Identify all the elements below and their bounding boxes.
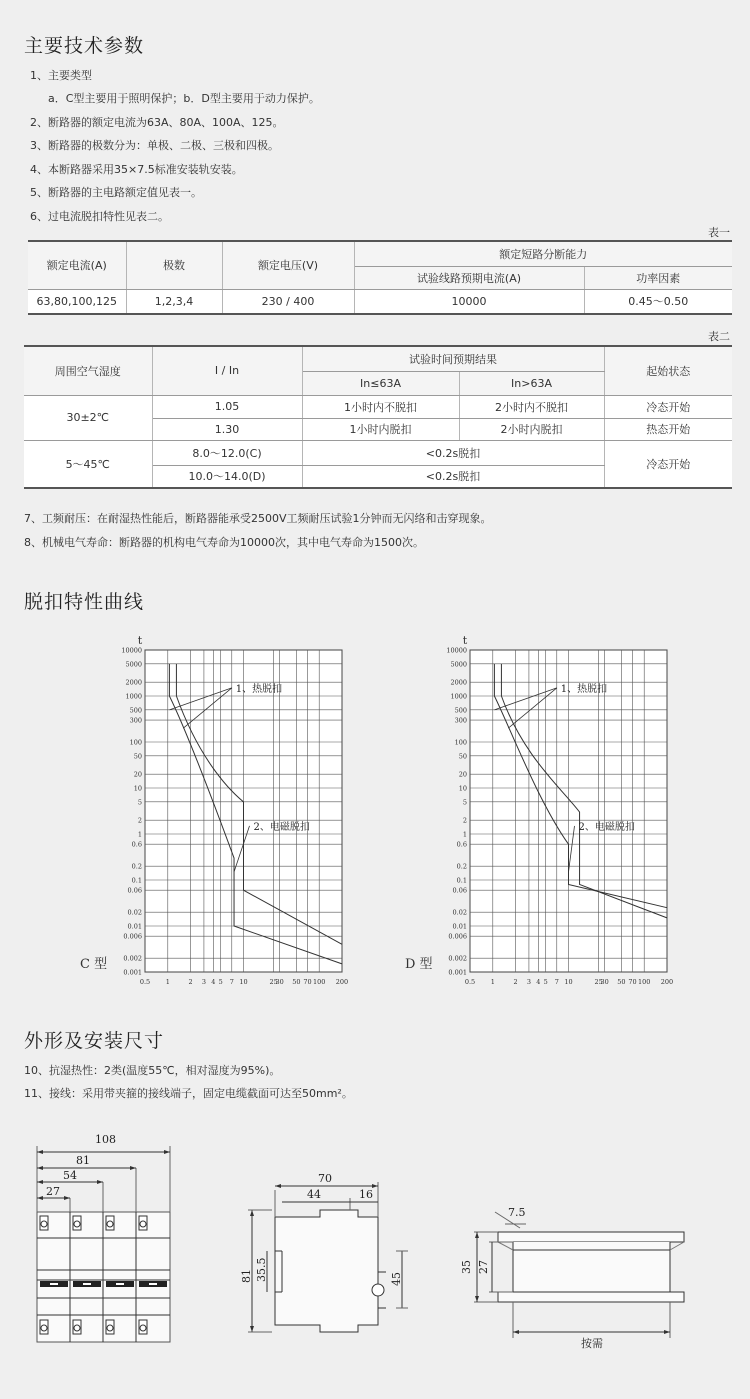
dim-front-27: 27 bbox=[46, 1185, 60, 1198]
annotation-magnetic: 2、电磁脱扣 bbox=[253, 821, 310, 833]
y-tick-label: 0.2 bbox=[131, 862, 142, 871]
x-tick-label: 50 bbox=[292, 978, 301, 986]
x-tick-label: 30 bbox=[275, 978, 284, 986]
x-tick-label: 2 bbox=[188, 978, 193, 986]
x-tick-label: 7 bbox=[229, 978, 234, 986]
t2-header-ratio: I / In bbox=[152, 346, 302, 395]
table-main-ratings bbox=[28, 240, 732, 315]
x-tick-label: 7 bbox=[554, 978, 559, 986]
dimension-drawings bbox=[0, 1120, 750, 1380]
x-tick-label: 4 bbox=[211, 978, 216, 986]
param-item-1: 1、主要类型 bbox=[30, 69, 92, 82]
section-title-trip-curve: 脱扣特性曲线 bbox=[24, 591, 145, 613]
t1-header-poles: 极数 bbox=[126, 241, 222, 289]
y-tick-label: 2 bbox=[137, 816, 142, 825]
side-view-drawing bbox=[240, 1172, 408, 1332]
y-tick-label: 0.1 bbox=[456, 876, 467, 885]
y-tick-label: 10 bbox=[458, 784, 467, 793]
t2-r2-state: 热态开始 bbox=[604, 418, 732, 440]
t2-r3-result: <0.2s脱扣 bbox=[302, 440, 604, 465]
dim-rail-27: 27 bbox=[477, 1260, 490, 1274]
param-item-4: 4、本断路器采用35×7.5标准安装轨安装。 bbox=[30, 163, 243, 176]
x-tick-label: 25 bbox=[269, 978, 278, 986]
x-tick-label: 200 bbox=[660, 978, 674, 986]
x-tick-label: 25 bbox=[594, 978, 603, 986]
y-tick-label: 5 bbox=[462, 798, 467, 807]
x-tick-label: 1 bbox=[165, 978, 170, 986]
y-tick-label: 2000 bbox=[450, 678, 467, 687]
x-tick-label: 70 bbox=[303, 978, 312, 986]
dim-side-70: 70 bbox=[318, 1172, 332, 1185]
y-tick-label: 500 bbox=[129, 706, 142, 715]
t2-r1-le: 1小时内不脱扣 bbox=[302, 395, 459, 418]
y-tick-label: 1 bbox=[462, 830, 467, 839]
annotation-magnetic: 2、电磁脱扣 bbox=[578, 821, 635, 833]
param-item-1a: a．C型主要用于照明保护；b．D型主要用于动力保护。 bbox=[48, 92, 320, 105]
t2-r34-state: 冷态开始 bbox=[604, 440, 732, 488]
t1-header-voltage: 额定电压(V) bbox=[222, 241, 354, 289]
t2-r4-ratio: 10.0～14.0(D) bbox=[152, 465, 302, 488]
chart-title: D 型 bbox=[405, 957, 433, 972]
x-tick-label: 200 bbox=[335, 978, 349, 986]
dim-rail-7-5: 7.5 bbox=[508, 1206, 526, 1219]
y-tick-label: 10000 bbox=[121, 646, 142, 655]
t1-header-expected: 试验线路预期电流(A) bbox=[354, 266, 584, 289]
x-tick-label: 3 bbox=[526, 978, 531, 986]
y-tick-label: 100 bbox=[454, 738, 467, 747]
t2-header-state: 起始状态 bbox=[604, 346, 732, 395]
y-tick-label: 100 bbox=[129, 738, 142, 747]
section-title-dimensions: 外形及安装尺寸 bbox=[24, 1030, 165, 1052]
param-item-2: 2、断路器的额定电流为63A、80A、100A、125。 bbox=[30, 116, 284, 129]
t1-cell-expected: 10000 bbox=[354, 289, 584, 314]
t1-header-pf: 功率因素 bbox=[584, 266, 732, 289]
x-tick-label: 100 bbox=[312, 978, 326, 986]
y-tick-label: 0.001 bbox=[448, 968, 467, 977]
y-tick-label: 0.006 bbox=[123, 932, 142, 941]
x-tick-label: 0.5 bbox=[464, 978, 476, 986]
y-tick-label: 50 bbox=[458, 752, 467, 761]
y-axis-label: t bbox=[137, 634, 143, 647]
y-tick-label: 1000 bbox=[125, 692, 142, 701]
dim-side-81: 81 bbox=[240, 1269, 253, 1283]
note-8: 8、机械电气寿命：断路器的机构电气寿命为10000次，其中电气寿命为1500次。 bbox=[24, 536, 424, 549]
x-tick-label: 1 bbox=[490, 978, 495, 986]
x-tick-label: 70 bbox=[628, 978, 637, 986]
y-tick-label: 1000 bbox=[450, 692, 467, 701]
dim-rail-35: 35 bbox=[460, 1260, 473, 1274]
dim-side-45: 45 bbox=[390, 1272, 403, 1286]
y-tick-label: 5000 bbox=[125, 660, 142, 669]
t2-header-temp: 周围空气湿度 bbox=[24, 346, 152, 395]
y-tick-label: 0.01 bbox=[452, 922, 467, 931]
y-tick-label: 0.02 bbox=[452, 908, 467, 917]
y-tick-label: 0.6 bbox=[456, 840, 467, 849]
y-tick-label: 0.1 bbox=[131, 876, 142, 885]
y-tick-label: 2000 bbox=[125, 678, 142, 687]
y-tick-label: 5 bbox=[137, 798, 142, 807]
y-tick-label: 50 bbox=[133, 752, 142, 761]
x-tick-label: 5 bbox=[218, 978, 223, 986]
t1-cell-poles: 1,2,3,4 bbox=[126, 289, 222, 314]
table-trip-characteristics bbox=[24, 345, 732, 489]
param-item-6: 6、过电流脱扣特性见表二。 bbox=[30, 210, 169, 223]
t1-cell-current: 63,80,100,125 bbox=[28, 289, 126, 314]
dim-side-35-5: 35.5 bbox=[255, 1257, 268, 1282]
y-tick-label: 0.02 bbox=[127, 908, 142, 917]
t2-r2-le: 1小时内脱扣 bbox=[302, 418, 459, 440]
x-tick-label: 4 bbox=[536, 978, 541, 986]
y-tick-label: 20 bbox=[133, 770, 142, 779]
t2-r1-state: 冷态开始 bbox=[604, 395, 732, 418]
t2-header-result: 试验时间预期结果 bbox=[302, 346, 604, 371]
table2-caption: 表二 bbox=[708, 330, 730, 343]
x-tick-label: 100 bbox=[637, 978, 651, 986]
rail-view-drawing bbox=[460, 1206, 684, 1350]
t2-header-le63: In≤63A bbox=[302, 371, 459, 395]
y-tick-label: 0.001 bbox=[123, 968, 142, 977]
x-tick-label: 0.5 bbox=[139, 978, 151, 986]
x-tick-label: 3 bbox=[201, 978, 206, 986]
y-tick-label: 2 bbox=[462, 816, 467, 825]
t2-r1-gt: 2小时内不脱扣 bbox=[459, 395, 604, 418]
param-item-5: 5、断路器的主电路额定值见表一。 bbox=[30, 186, 202, 199]
y-tick-label: 0.06 bbox=[452, 886, 467, 895]
t1-header-current: 额定电流(A) bbox=[28, 241, 126, 289]
t2-r4-result: <0.2s脱扣 bbox=[302, 465, 604, 488]
front-view-drawing bbox=[37, 1133, 170, 1342]
y-tick-label: 0.6 bbox=[131, 840, 142, 849]
t1-cell-voltage: 230 / 400 bbox=[222, 289, 354, 314]
dim-front-81: 81 bbox=[76, 1154, 90, 1167]
y-tick-label: 300 bbox=[129, 716, 142, 725]
y-tick-label: 1 bbox=[137, 830, 142, 839]
t2-r3-ratio: 8.0～12.0(C) bbox=[152, 440, 302, 465]
section-title-parameters: 主要技术参数 bbox=[24, 35, 145, 57]
y-tick-label: 0.002 bbox=[448, 954, 467, 963]
table1-caption: 表一 bbox=[708, 226, 730, 239]
param-item-3: 3、断路器的极数分为：单极、二极、三极和四极。 bbox=[30, 139, 279, 152]
y-tick-label: 0.01 bbox=[127, 922, 142, 931]
t1-header-breaking: 额定短路分断能力 bbox=[354, 241, 732, 266]
t2-header-gt63: In>63A bbox=[459, 371, 604, 395]
x-tick-label: 5 bbox=[543, 978, 548, 986]
dim-item-10: 10、抗湿热性：2类(温度55℃，相对湿度为95%)。 bbox=[24, 1064, 281, 1077]
chart-title: C 型 bbox=[80, 957, 108, 972]
y-tick-label: 10 bbox=[133, 784, 142, 793]
y-tick-label: 20 bbox=[458, 770, 467, 779]
dim-item-11: 11、接线：采用带夹箍的接线端子，固定电缆截面可达至50mm²。 bbox=[24, 1087, 353, 1100]
x-tick-label: 10 bbox=[239, 978, 248, 986]
t2-temp-2: 5～45℃ bbox=[24, 440, 152, 488]
x-tick-label: 2 bbox=[513, 978, 518, 986]
x-tick-label: 50 bbox=[617, 978, 626, 986]
trip-curve-charts bbox=[0, 620, 750, 1000]
y-tick-label: 5000 bbox=[450, 660, 467, 669]
dim-front-108: 108 bbox=[95, 1133, 116, 1146]
y-axis-label: t bbox=[462, 634, 468, 647]
x-tick-label: 10 bbox=[564, 978, 573, 986]
y-tick-label: 0.006 bbox=[448, 932, 467, 941]
note-7: 7、工频耐压：在耐湿热性能后，断路器能承受2500V工频耐压试验1分钟而无闪络和击穿现象。 bbox=[24, 512, 492, 525]
y-tick-label: 10000 bbox=[446, 646, 467, 655]
y-tick-label: 0.06 bbox=[127, 886, 142, 895]
t2-temp-1: 30±2℃ bbox=[24, 395, 152, 440]
t2-r2-ratio: 1.30 bbox=[152, 418, 302, 440]
dim-side-44: 44 bbox=[307, 1188, 321, 1201]
dim-front-54: 54 bbox=[63, 1169, 77, 1182]
t2-r1-ratio: 1.05 bbox=[152, 395, 302, 418]
annotation-thermal: 1、热脱扣 bbox=[560, 683, 608, 695]
dim-rail-as-needed: 按需 bbox=[581, 1337, 603, 1350]
chart-d-type bbox=[405, 634, 673, 986]
annotation-thermal: 1、热脱扣 bbox=[235, 683, 283, 695]
y-tick-label: 0.2 bbox=[456, 862, 467, 871]
t2-r2-gt: 2小时内脱扣 bbox=[459, 418, 604, 440]
y-tick-label: 500 bbox=[454, 706, 467, 715]
y-tick-label: 300 bbox=[454, 716, 467, 725]
chart-c-type bbox=[80, 634, 348, 986]
dim-side-16: 16 bbox=[359, 1188, 373, 1201]
t1-cell-pf: 0.45～0.50 bbox=[584, 289, 732, 314]
x-tick-label: 30 bbox=[600, 978, 609, 986]
y-tick-label: 0.002 bbox=[123, 954, 142, 963]
